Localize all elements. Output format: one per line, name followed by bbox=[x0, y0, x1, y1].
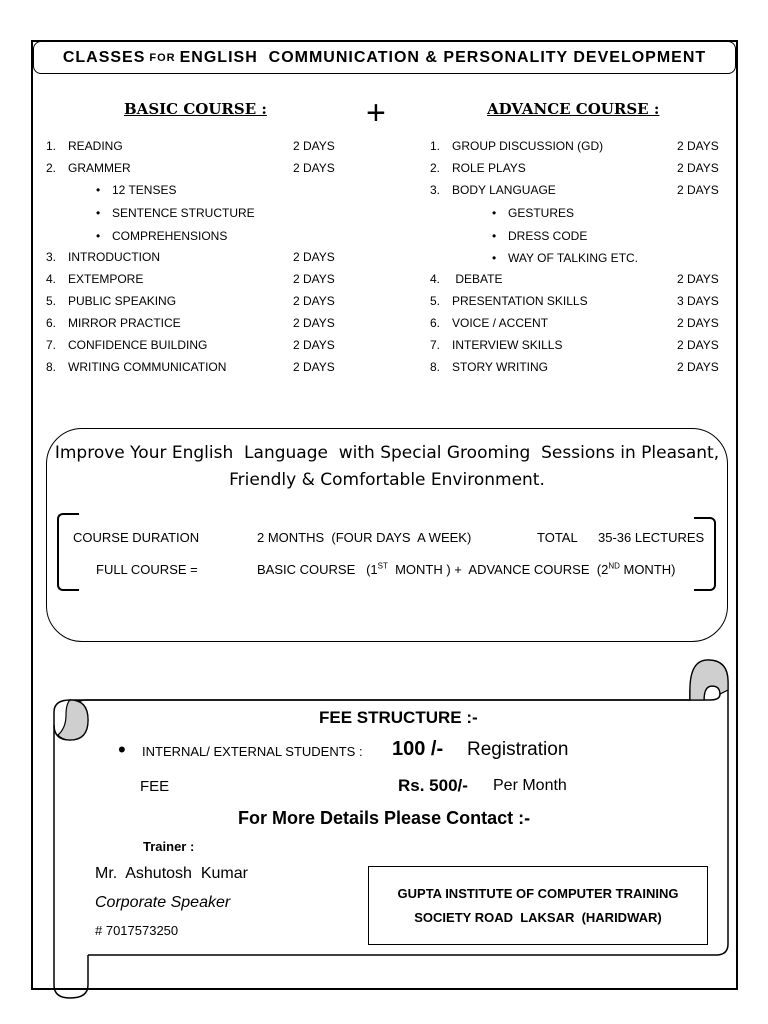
item-days: 2 DAYS bbox=[293, 338, 335, 352]
item-number: 3. bbox=[46, 250, 57, 264]
superscript-st: ST bbox=[377, 561, 388, 571]
item-label: STORY WRITING bbox=[452, 360, 549, 374]
item-number: 8. bbox=[430, 360, 441, 374]
item-number: 6. bbox=[46, 316, 57, 330]
full-course-part-b: MONTH ) + ADVANCE COURSE (2 bbox=[387, 562, 609, 577]
item-days: 2 DAYS bbox=[293, 250, 335, 264]
item-days: 2 DAYS bbox=[677, 161, 719, 175]
institute-name: GUPTA INSTITUTE OF COMPUTER TRAINING bbox=[397, 885, 679, 901]
item-label: BODY LANGUAGE bbox=[452, 183, 556, 197]
curl-shade-left bbox=[58, 700, 88, 740]
item-label: VOICE / ACCENT bbox=[452, 316, 549, 330]
total-value: 35-36 LECTURES bbox=[598, 530, 705, 545]
sub-item: • DRESS CODE bbox=[508, 229, 587, 243]
institute-address: SOCIETY ROAD LAKSAR (HARIDWAR) bbox=[414, 909, 662, 925]
item-label: GROUP DISCUSSION (GD) bbox=[452, 139, 604, 153]
item-label: INTRODUCTION bbox=[68, 250, 160, 264]
fee-heading: FEE STRUCTURE :- bbox=[319, 708, 478, 727]
full-course-part-a: BASIC COURSE (1 bbox=[257, 562, 378, 577]
item-days: 2 DAYS bbox=[293, 316, 335, 330]
item-label: MIRROR PRACTICE bbox=[68, 316, 181, 330]
item-label: CONFIDENCE BUILDING bbox=[68, 338, 208, 352]
item-number: 8. bbox=[46, 360, 57, 374]
advance-course-heading: ADVANCE COURSE : bbox=[487, 100, 660, 118]
item-days: 2 DAYS bbox=[677, 338, 719, 352]
item-days: 2 DAYS bbox=[293, 360, 335, 374]
curl-shade-top bbox=[690, 660, 728, 700]
registration-amount: 100 /- bbox=[392, 738, 444, 760]
plus-sign: + bbox=[366, 94, 386, 132]
sub-item: • COMPREHENSIONS bbox=[112, 229, 227, 243]
item-label: EXTEMPORE bbox=[68, 272, 144, 286]
item-number: 3. bbox=[430, 183, 441, 197]
duration-value: 2 MONTHS (FOUR DAYS A WEEK) bbox=[257, 530, 472, 545]
title-part2: ENGLISH COMMUNICATION & PERSONALITY DEVELOPMENT bbox=[179, 48, 707, 66]
fee-label: FEE bbox=[140, 778, 170, 795]
item-label: PUBLIC SPEAKING bbox=[68, 294, 177, 308]
phone-number: # 7017573250 bbox=[95, 923, 179, 938]
sub-item: • GESTURES bbox=[508, 206, 574, 220]
superscript-nd: ND bbox=[608, 561, 620, 571]
item-number: 2. bbox=[46, 161, 57, 175]
item-number: 2. bbox=[430, 161, 441, 175]
item-number: 1. bbox=[430, 139, 441, 153]
item-days: 2 DAYS bbox=[677, 139, 719, 153]
item-label: ROLE PLAYS bbox=[452, 161, 526, 175]
item-days: 2 DAYS bbox=[293, 294, 335, 308]
item-number: 4. bbox=[430, 272, 441, 286]
duration-label: COURSE DURATION bbox=[73, 530, 200, 545]
contact-heading: For More Details Please Contact :- bbox=[238, 808, 531, 828]
basic-course-heading: BASIC COURSE : bbox=[124, 100, 267, 118]
item-label: READING bbox=[68, 139, 123, 153]
item-number: 1. bbox=[46, 139, 57, 153]
full-course-part-c: MONTH) bbox=[619, 562, 676, 577]
tagline-line2: Friendly & Comfortable Environment. bbox=[229, 470, 545, 490]
sub-item: • SENTENCE STRUCTURE bbox=[112, 206, 255, 220]
title-part1: CLASSES bbox=[62, 48, 146, 66]
item-number: 6. bbox=[430, 316, 441, 330]
monthly-label: Per Month bbox=[493, 777, 567, 794]
institute-box bbox=[368, 866, 708, 945]
item-days: 2 DAYS bbox=[293, 272, 335, 286]
item-days: 2 DAYS bbox=[677, 183, 719, 197]
trainer-label: Trainer : bbox=[143, 839, 195, 854]
item-days: 2 DAYS bbox=[677, 272, 719, 286]
full-course-label: FULL COURSE = bbox=[96, 562, 198, 577]
item-days: 2 DAYS bbox=[293, 139, 335, 153]
monthly-amount: Rs. 500/- bbox=[398, 776, 468, 795]
title-small-word: FOR bbox=[149, 51, 176, 64]
item-days: 2 DAYS bbox=[293, 161, 335, 175]
item-label: WRITING COMMUNICATION bbox=[68, 360, 227, 374]
item-number: 5. bbox=[430, 294, 441, 308]
item-days: 3 DAYS bbox=[677, 294, 719, 308]
item-number: 7. bbox=[430, 338, 441, 352]
item-label: GRAMMER bbox=[68, 161, 131, 175]
item-label: DEBATE bbox=[452, 272, 503, 286]
item-days: 2 DAYS bbox=[677, 360, 719, 374]
item-label: PRESENTATION SKILLS bbox=[452, 294, 588, 308]
item-number: 5. bbox=[46, 294, 57, 308]
tagline-line1: Improve Your English Language with Special Grooming Sessions in Pleasant, bbox=[54, 443, 720, 463]
trainer-role: Corporate Speaker bbox=[95, 894, 231, 911]
sub-item: • 12 TENSES bbox=[112, 183, 176, 197]
students-label: INTERNAL/ EXTERNAL STUDENTS : bbox=[142, 744, 363, 759]
registration-label: Registration bbox=[467, 739, 569, 760]
total-label: TOTAL bbox=[537, 530, 578, 545]
item-number: 4. bbox=[46, 272, 57, 286]
bullet-icon: • bbox=[118, 737, 126, 762]
sub-item: • WAY OF TALKING ETC. bbox=[508, 251, 638, 265]
item-days: 2 DAYS bbox=[677, 316, 719, 330]
item-label: INTERVIEW SKILLS bbox=[452, 338, 563, 352]
item-number: 7. bbox=[46, 338, 57, 352]
trainer-name: Mr. Ashutosh Kumar bbox=[95, 865, 248, 882]
